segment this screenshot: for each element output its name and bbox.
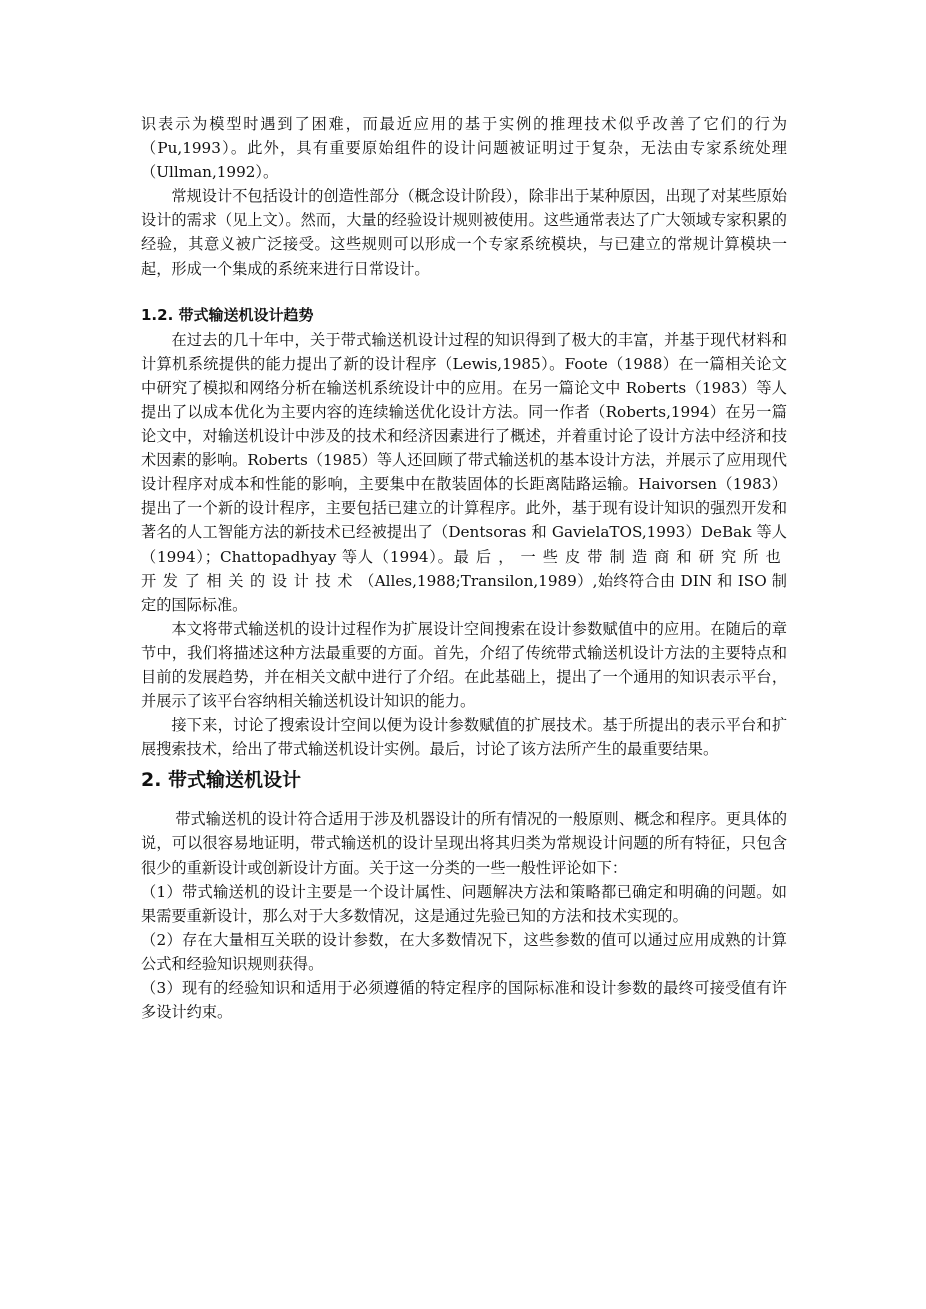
section-1-2-paragraph-1-tail: （Alles,1988;Transilon,1989）,始终符合由 DIN 和 ISO 制定的国际标准。 [141, 571, 787, 614]
section-2-list-item-1: （1）带式输送机的设计主要是一个设计属性、问题解决方法和策略都已确定和明确的问题。如果需要重新设计，那么对于大多数情况，这是通过先验已知的方法和技术实现的。 [141, 882, 787, 925]
section-2-heading: 2. 带式输送机设计 [141, 769, 302, 792]
section-1-2-paragraph-1-spaced: 最后，一些皮带制造商和研究所也开发了相关的设计技术 [141, 547, 788, 590]
section-1-2-paragraph-2: 本文将带式输送机的设计过程作为扩展设计空间搜索在设计参数赋值中的应用。在随后的章节中，我们将描述这种方法最重要的方面。首先，介绍了传统带式输送机设计方法的主要特点和目前的发展趋势，并在相关文献中进行了介绍。在此基础上，提出了一个通用的知识表示平台，并展示了该平台容纳相关输送机设计知识的能力。 [141, 619, 787, 711]
intro-paragraph-2: 常规设计不包括设计的创造性部分（概念设计阶段），除非出于某种原因，出现了对某些原始设计的需求（见上文）。然而，大量的经验设计规则被使用。这些通常表达了广大领域专家积累的经验，其意义被广泛接受。这些规则可以形成一个专家系统模块，与已建立的常规计算模块一起，形成一个集成的系统来进行日常设计。 [141, 187, 787, 278]
document-page [141, 112, 787, 1024]
section-2-paragraph-1: 带式输送机的设计符合适用于涉及机器设计的所有情况的一般原则、概念和程序。更具体的说，可以很容易地证明，带式输送机的设计呈现出将其归类为常规设计问题的所有特征，只包含很少的重新设计或创新设计方面。关于这一分类的一些一般性评论如下： [141, 810, 787, 877]
section-2-list-item-3: （3）现有的经验知识和适用于必须遵循的特定程序的国际标准和设计参数的最终可接受值有许多设计约束。 [141, 979, 787, 1022]
section-2-list-item-2: （2）存在大量相互关联的设计参数，在大多数情况下，这些参数的值可以通过应用成熟的计算公式和经验知识规则获得。 [141, 930, 787, 973]
intro-paragraph-1: 识表示为模型时遇到了困难，而最近应用的基于实例的推理技术似乎改善了它们的行为（Pu,1993）。此外，具有重要原始组件的设计问题被证明过于复杂，无法由专家系统处理（Ullman,1992）。 [141, 115, 787, 182]
section-1-2-paragraph-1 [141, 328, 787, 617]
section-1-2-heading: 1.2. 带式输送机设计趋势 [141, 305, 314, 324]
section-1-2-paragraph-1-main: 在过去的几十年中，关于带式输送机设计过程的知识得到了极大的丰富，并基于现代材料和计算机系统提供的能力提出了新的设计程序（Lewis,1985）。Foote（1988）在一篇相关论文中研究了模拟和网络分析在输送机系统设计中的应用。在另一篇论文中 Roberts（1983）等人提出了以成本优化为主要内容的连续输送优化设计方法。同一作者（Roberts,1994）在另一篇论文中，对输送机设计中涉及的技术和经济因素进行了概述，并着重讨论了设计方法中经济和技术因素的影响。Roberts（1985）等人还回顾了带式输送机的基本设计方法，并展示了应用现代设计程序对成本和性能的影响，主要集中在散装固体的长距离陆路运输。Haivorsen（1983）提出了一个新的设计程序，主要包括已建立的计算程序。此外，基于现有设计知识的强烈开发和著名的人工智能方法的新技术已经被提出了（Dentsoras 和 GavielaTOS,1993）DeBak 等人（1994）；Chattopadhyay 等人（1994）。 [141, 330, 787, 566]
section-1-2-paragraph-3: 接下来，讨论了搜索设计空间以便为设计参数赋值的扩展技术。基于所提出的表示平台和扩展搜索技术，给出了带式输送机设计实例。最后，讨论了该方法所产生的最重要结果。 [141, 716, 787, 759]
